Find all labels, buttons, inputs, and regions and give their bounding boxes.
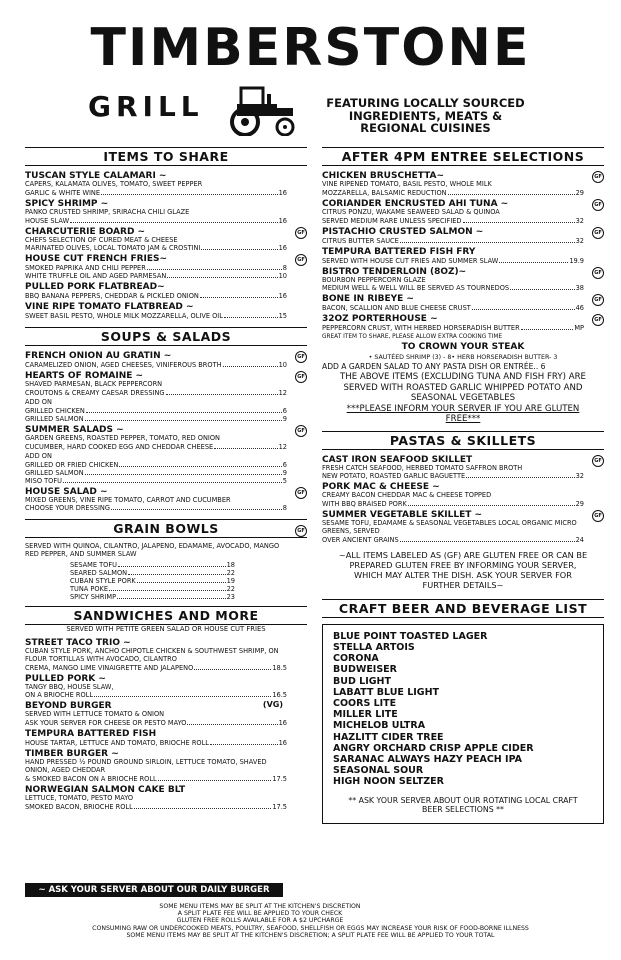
price-row: [25, 504, 287, 512]
beer-item: BUD LIGHT: [333, 675, 391, 687]
beer-item: BUDWEISER: [333, 664, 397, 676]
row-label: ASK YOUR SERVER FOR CHEESE OR PESTO MAYO: [25, 719, 187, 728]
row-price: 32: [575, 472, 584, 481]
row-price: 17.5: [272, 802, 287, 811]
price-row: [25, 244, 287, 252]
item-name: BISTRO TENDERLOIN (8OZ)~: [322, 266, 467, 277]
leader-dots: [109, 585, 226, 591]
price-row: [25, 415, 287, 423]
crown-title: TO CROWN YOUR STEAK: [401, 342, 525, 353]
item-tag: (VG): [262, 700, 283, 710]
leader-dots: [94, 691, 271, 697]
row-price: 18.5: [272, 663, 287, 672]
price-row: [70, 593, 235, 601]
menu-item: [25, 227, 307, 253]
price-row: [25, 217, 287, 225]
menu-item: [25, 487, 307, 513]
row-label: NEW POTATO, ROASTED GARLIC BAGUETTE: [322, 472, 466, 481]
item-name: CHARCUTERIE BOARD ~: [25, 226, 146, 237]
price-row: [25, 407, 287, 415]
row-price: 32: [575, 236, 584, 245]
row-label: HOUSE SLAW: [25, 216, 70, 225]
menu-item: [322, 314, 604, 332]
row-price: 8: [282, 504, 287, 513]
leader-dots: [224, 312, 278, 318]
row-price: 5: [282, 476, 287, 485]
price-row: [25, 312, 287, 320]
item-name: PULLED PORK FLATBREAD~: [25, 282, 165, 293]
price-row: [25, 664, 287, 672]
item-desc: CREAMY BACON CHEDDAR MAC & CHEESE TOPPED: [322, 491, 492, 500]
price-row: [70, 569, 235, 577]
beer-item: STELLA ARTOIS: [333, 641, 415, 653]
gf-badge-icon: GF: [295, 425, 307, 437]
sandwiches-subtitle: SERVED WITH PETITE GREEN SALAD OR HOUSE CUT FRIES: [66, 624, 266, 633]
leader-dots: [118, 561, 226, 567]
leader-dots: [167, 272, 277, 278]
menu-item: [25, 199, 307, 225]
item-name: PORK MAC & CHEESE ~: [322, 482, 440, 493]
menu-item: [322, 247, 604, 265]
burger-feature-banner: ~ ASK YOUR SERVER ABOUT OUR DAILY BURGER FEATURE ~: [25, 883, 283, 897]
leader-dots: [194, 664, 271, 670]
item-desc: CAPERS, KALAMATA OLIVES, TOMATO, SWEET PEPPER: [25, 180, 203, 188]
price-row: [322, 284, 584, 292]
row-price: 29: [575, 500, 584, 509]
leader-dots: [63, 477, 282, 483]
price-row: [322, 189, 584, 197]
beer-item: CORONA: [333, 653, 379, 665]
footer-line-3: GLUTEN FREE ROLLS AVAILABLE FOR A $2 UPCHARGE: [176, 917, 344, 924]
price-row: [70, 561, 235, 569]
item-name: CAST IRON SEAFOOD SKILLET: [322, 454, 473, 465]
leader-dots: [134, 803, 272, 809]
row-label: SWEET BASIL PESTO, WHOLE MILK MOZZARELLA, OLIVE OIL: [25, 312, 223, 321]
crown-line: • SAUTÉED SHRIMP (3) - 8• HERB HORSERADISH BUTTER- 3: [368, 354, 558, 362]
leader-dots: [521, 324, 574, 330]
gf-badge-icon: GF: [295, 487, 307, 499]
gf-badge-icon: GF: [592, 314, 604, 326]
leader-dots: [463, 217, 575, 223]
row-price: 32: [575, 216, 584, 225]
row-price: 46: [575, 304, 584, 313]
footer-line-2: A SPLIT PLATE FEE WILL BE APPLIED TO YOUR CHECK: [177, 910, 343, 917]
row-label: CARAMELIZED ONION, AGED CHEESES, VINIFEROUS BROTH: [25, 361, 222, 370]
row-label: GRILLED CHICKEN: [25, 406, 85, 415]
gf-badge-icon: GF: [592, 294, 604, 306]
item-name: PULLED PORK ~: [25, 673, 106, 684]
leader-dots: [448, 189, 575, 195]
sides-note: THE ABOVE ITEMS (EXCLUDING TUNA AND FISH FRY) ARE SERVED WITH ROASTED GARLIC WHIPPED POTATO AND SEASONAL VEGETABLES: [340, 372, 586, 404]
row-label: CITRUS BUTTER SAUCE: [322, 236, 399, 245]
item-name: TEMPURA BATTERED FISH: [25, 729, 157, 740]
menu-item: [25, 749, 307, 783]
row-label: MARINATED OLIVES, LOCAL TOMATO JAM & CROSTINI: [25, 244, 201, 253]
beer-heading: CRAFT BEER AND BEVERAGE LIST: [322, 599, 604, 618]
leader-dots: [200, 292, 278, 298]
row-price: 6: [282, 460, 287, 469]
row-price: 29: [575, 188, 584, 197]
row-price: 19.9: [569, 256, 584, 265]
price-row: [25, 803, 287, 811]
item-desc: SESAME TOFU, EDAMAME & SEASONAL VEGETABLES LOCAL ORGANIC MICRO GREENS, SERVED: [322, 519, 577, 536]
row-price: 22: [226, 584, 235, 593]
beer-item: HIGH NOON SELTZER: [333, 776, 444, 788]
item-name: HOUSE CUT FRENCH FRIES~: [25, 254, 168, 265]
row-label: WITH BBQ BRAISED PORK: [322, 500, 407, 509]
leader-dots: [201, 244, 277, 250]
leader-dots: [85, 469, 282, 475]
leader-dots: [210, 739, 278, 745]
leader-dots: [101, 189, 278, 195]
row-price: 38: [575, 284, 584, 293]
gf-badge-icon: GF: [592, 455, 604, 467]
leader-dots: [166, 389, 278, 395]
price-row: [70, 585, 235, 593]
gluten-inform-note: ***PLEASE INFORM YOUR SERVER IF YOU ARE GLUTEN FREE***: [346, 403, 580, 425]
row-label: & SMOKED BACON ON A BRIOCHE ROLL: [25, 774, 157, 783]
row-label: CHOOSE YOUR DRESSING: [25, 504, 110, 513]
gf-badge-icon: GF: [592, 510, 604, 522]
item-desc: HAND PRESSED ½ POUND GROUND SIRLOIN, LETTUCE TOMATO, SHAVED ONION, AGED CHEDDAR: [25, 758, 267, 774]
leader-dots: [128, 569, 226, 575]
leader-dots: [223, 361, 278, 367]
menu-item: [322, 455, 604, 481]
row-label: GRILLED SALMON: [25, 414, 84, 423]
row-label: SEARED SALMON: [70, 568, 128, 577]
row-label: CROUTONS & CREAMY CAESAR DRESSING: [25, 389, 165, 398]
menu-item: [25, 282, 307, 300]
beer-item: HAZLITT CIDER TREE: [333, 731, 444, 743]
item-desc: TANGY BBQ, HOUSE SLAW,: [25, 682, 114, 691]
gf-badge-icon: GF: [295, 525, 307, 537]
row-label: SMOKED PAPRIKA AND CHILI PEPPER: [25, 264, 146, 273]
row-price: 10: [278, 361, 287, 370]
gf-badge-icon: GF: [592, 171, 604, 183]
row-price: 17.5: [272, 774, 287, 783]
item-desc: CUBAN STYLE PORK, ANCHO CHIPOTLE CHICKEN & SOUTHWEST SHRIMP, ON FLOUR TORTILLAS WITH AVOCADO, CILANTRO: [25, 646, 279, 663]
leader-dots: [70, 217, 278, 223]
price-row: [25, 361, 287, 369]
row-price: 16.5: [272, 691, 287, 700]
price-row: [25, 443, 287, 451]
footer-line-4: CONSUMING RAW OR UNDERCOOKED MEATS, POULTRY, SEAFOOD, SHELLFISH OR EGGS MAY INCREASE YOUR RISK OF FOOD-BORNE ILLNESS: [92, 925, 529, 932]
price-row: [322, 304, 584, 312]
row-price: 19: [226, 576, 235, 585]
bowls-heading: GRAIN BOWLS: [25, 519, 307, 538]
leader-dots: [400, 237, 575, 243]
sandwiches-heading: SANDWICHES AND MORE: [25, 606, 307, 625]
leader-dots: [158, 775, 272, 781]
row-label: GARLIC & WHITE WINE: [25, 188, 101, 197]
row-price: 16: [278, 188, 287, 197]
menu-item: [322, 510, 604, 544]
row-label: SERVED MEDIUM RARE UNLESS SPECIFIED: [322, 216, 462, 225]
leader-dots: [137, 577, 226, 583]
row-label: CUCUMBER, HARD COOKED EGG AND CHEDDAR CHEESE: [25, 442, 214, 451]
beer-item: SARANAC ALWAYS HAZY PEACH IPA: [333, 753, 523, 765]
add-on-label: ADD ON: [25, 398, 52, 407]
item-desc: CHEFS SELECTION OF CURED MEAT & CHEESE: [25, 235, 178, 244]
item-name: BEYOND BURGER: [25, 701, 112, 712]
beer-item: BLUE POINT TOASTED LAGER: [333, 630, 488, 642]
menu-item: [322, 227, 604, 245]
row-label: TUNA POKE: [70, 584, 109, 593]
menu-item: [322, 199, 604, 225]
menu-item: [25, 701, 307, 727]
row-label: WHITE TRUFFLE OIL AND AGED PARMESAN: [25, 272, 167, 281]
row-label: MOZZARELLA, BALSAMIC REDUCTION: [322, 188, 447, 197]
leader-dots: [86, 407, 282, 413]
menu-item: [25, 351, 307, 369]
sandwiches-list: [25, 638, 307, 811]
tractor-logo: [223, 84, 303, 136]
price-row: [25, 461, 287, 469]
row-price: 16: [278, 719, 287, 728]
left-column: [25, 147, 307, 813]
item-desc: MIXED GREENS, VINE RIPE TOMATO, CARROT AND CUCUMBER: [25, 495, 231, 504]
menu-item: [25, 425, 307, 485]
price-row: [25, 264, 287, 272]
item-name: HOUSE SALAD ~: [25, 486, 108, 497]
leader-dots: [499, 257, 568, 263]
leader-dots: [466, 472, 574, 478]
garden-note: ADD A GARDEN SALAD TO ANY PASTA DISH OR ENTRÉE.. 6: [322, 362, 546, 372]
price-row: [25, 469, 287, 477]
price-row: [25, 189, 287, 197]
price-row: [25, 477, 287, 485]
share-note: GREAT ITEM TO SHARE, PLEASE ALLOW EXTRA COOKING TIME: [322, 334, 503, 341]
beer-list: [333, 631, 593, 788]
row-label: GRILLED OR FRIED CHICKEN: [25, 460, 119, 469]
item-name: 32OZ PORTERHOUSE ~: [322, 314, 438, 325]
entrees-heading: AFTER 4PM ENTREE SELECTIONS: [322, 147, 604, 166]
row-price: 9: [282, 414, 287, 423]
brand-subtitle: GRILL: [88, 90, 204, 123]
item-name: TIMBER BURGER ~: [25, 749, 119, 760]
row-label: PEPPERCORN CRUST, WITH HERBED HORSERADISH BUTTER: [322, 324, 520, 333]
item-name: TUSCAN STYLE CALAMARI ~: [25, 171, 167, 181]
row-price: 16: [278, 292, 287, 301]
leader-dots: [117, 593, 226, 599]
price-row: [25, 691, 287, 699]
gf-badge-icon: GF: [295, 227, 307, 239]
row-price: 8: [282, 264, 287, 273]
gf-badge-icon: GF: [295, 254, 307, 266]
menu-item: [25, 638, 307, 672]
share-heading: ITEMS TO SHARE: [25, 147, 307, 166]
beer-item: MILLER LITE: [333, 709, 398, 721]
add-on-label: ADD ON: [25, 451, 52, 460]
beer-item: SEASONAL SOUR: [333, 765, 424, 777]
share-list: [25, 171, 307, 320]
price-row: [25, 739, 287, 747]
row-label: CUBAN STYLE PORK: [70, 576, 136, 585]
leader-dots: [214, 443, 277, 449]
leader-dots: [119, 461, 281, 467]
menu-item: [322, 482, 604, 508]
tagline: FEATURING LOCALLY SOURCED INGREDIENTS, MEATS & REGIONAL CUISINES: [326, 96, 525, 135]
row-price: 12: [278, 389, 287, 398]
leader-dots: [147, 264, 282, 270]
leader-dots: [472, 304, 575, 310]
beer-item: ANGRY ORCHARD CRISP APPLE CIDER: [333, 742, 534, 754]
price-row: [322, 500, 584, 508]
leader-dots: [85, 415, 282, 421]
row-price: 10: [278, 272, 287, 281]
menu-item: [25, 729, 307, 747]
menu-item: [25, 371, 307, 423]
row-label: SMOKED BACON, BRIOCHE ROLL: [25, 802, 133, 811]
price-row: [25, 719, 287, 727]
price-row: [322, 324, 584, 332]
leader-dots: [111, 504, 282, 510]
row-price: 6: [282, 406, 287, 415]
leader-dots: [408, 500, 575, 506]
beer-note: ** ASK YOUR SERVER ABOUT OUR ROTATING LOCAL CRAFT BEER SELECTIONS **: [348, 795, 578, 815]
row-price: 24: [575, 535, 584, 544]
item-name: TEMPURA BATTERED FISH FRY: [322, 246, 476, 257]
right-column: [322, 147, 604, 824]
row-price: 12: [278, 442, 287, 451]
menu-item: [25, 302, 307, 320]
pastas-heading: PASTAS & SKILLETS: [322, 431, 604, 450]
price-row: [322, 217, 584, 225]
soups-heading: SOUPS & SALADS: [25, 327, 307, 346]
pastas-list: [322, 455, 604, 544]
bowls-desc: SERVED WITH QUINOA, CILANTRO, JALAPENO, EDAMAME, AVOCADO, MANGO RED PEPPER, AND SUMMER SLAW: [25, 542, 280, 559]
row-price: 16: [278, 244, 287, 253]
beer-box: [322, 624, 604, 824]
item-name: FRENCH ONION AU GRATIN ~: [25, 351, 172, 362]
price-row: [322, 257, 584, 265]
row-label: MEDIUM WELL & WELL WILL BE SERVED AS TOURNEDOS: [322, 284, 510, 293]
row-label: OVER ANCIENT GRAINS: [322, 535, 399, 544]
beer-item: MICHELOB ULTRA: [333, 720, 426, 732]
row-label: SERVED WITH HOUSE CUT FRIES AND SUMMER SLAW: [322, 256, 499, 265]
row-price: MP: [574, 324, 584, 333]
entrees-list: [322, 171, 604, 332]
row-label: SPICY SHRIMP: [70, 592, 117, 601]
price-row: [25, 272, 287, 280]
menu-item: [322, 294, 604, 312]
menu-item: [25, 674, 307, 700]
gf-note: ~ALL ITEMS LABELED AS (GF) ARE GLUTEN FREE OR CAN BE PREPARED GLUTEN FREE BY INFORMING YOUR SERVER, WHICH MAY ALTER THE DISH. ASK YOUR SERVER FOR FURTHER DETAILS~: [338, 549, 588, 591]
footer-line-5: SOME MENU ITEMS MAY BE SPLIT AT THE KITCHEN'S DISCRETION; A SPLIT PLATE FEE WILL BE APPLIED TO YOUR TOTAL: [126, 932, 495, 939]
item-desc: SERVED WITH LETTUCE TOMATO & ONION: [25, 710, 165, 719]
price-row: [322, 536, 584, 544]
item-name: CORIANDER ENCRUSTED AHI TUNA ~: [322, 198, 509, 209]
row-price: 18: [226, 560, 235, 569]
item-name: SPICY SHRIMP ~: [25, 198, 109, 209]
menu-item: [25, 254, 307, 280]
beer-item: COORS LITE: [333, 697, 397, 709]
brand-title: TIMBERSTONE: [90, 18, 531, 78]
item-name: BONE IN RIBEYE ~: [322, 294, 414, 305]
row-price: 23: [226, 592, 235, 601]
row-label: CREMA, MANGO LIME VINAIGRETTE AND JALAPENO: [25, 663, 194, 672]
item-desc: SHAVED PARMESAN, BLACK PEPPERCORN: [25, 380, 163, 389]
row-label: GRILLED SALMON: [25, 468, 84, 477]
gf-badge-icon: GF: [592, 199, 604, 211]
menu-item: [322, 171, 604, 197]
item-name: PISTACHIO CRUSTED SALMON ~: [322, 226, 484, 237]
row-price: 22: [226, 568, 235, 577]
item-desc: VINE RIPENED TOMATO, BASIL PESTO, WHOLE MILK: [322, 180, 492, 188]
item-desc: PANKO CRUSTED SHRIMP, SRIRACHA CHILI GLAZE: [25, 207, 190, 216]
bowls-options: [25, 561, 235, 601]
item-name: CHICKEN BRUSCHETTA~: [322, 171, 445, 181]
footer-line-1: SOME MENU ITEMS MAY BE SPLIT AT THE KITCHEN'S DISCRETION: [159, 903, 361, 910]
item-name: VINE RIPE TOMATO FLATBREAD ~: [25, 302, 194, 313]
item-desc: BOURBON PEPPERCORN GLAZE: [322, 275, 426, 284]
price-row: [322, 237, 584, 245]
item-name: HEARTS OF ROMAINE ~: [25, 371, 144, 382]
gf-badge-icon: GF: [295, 371, 307, 383]
row-label: ON A BRIOCHE ROLL: [25, 691, 94, 700]
menu-item: [25, 171, 307, 197]
row-label: BBQ BANANA PEPPERS, CHEDDAR & PICKLED ONION: [25, 292, 199, 301]
row-label: HOUSE TARTAR, LETTUCE AND TOMATO, BRIOCHE ROLL: [25, 739, 209, 748]
price-row: [25, 775, 287, 783]
beer-item: LABATT BLUE LIGHT: [333, 686, 440, 698]
soups-list: [25, 351, 307, 512]
item-desc: GARDEN GREENS, ROASTED PEPPER, TOMATO, RED ONION: [25, 433, 220, 442]
item-name: SUMMER VEGETABLE SKILLET ~: [322, 510, 483, 521]
item-desc: FRESH CATCH SEAFOOD, HERBED TOMATO SAFFRON BROTH: [322, 463, 523, 472]
row-label: SESAME TOFU: [70, 560, 117, 569]
gf-badge-icon: GF: [592, 227, 604, 239]
row-price: 16: [278, 216, 287, 225]
price-row: [322, 472, 584, 480]
item-name: NORWEGIAN SALMON CAKE BLT: [25, 784, 186, 795]
row-price: 16: [278, 739, 287, 748]
item-desc: LETTUCE, TOMATO, PESTO MAYO: [25, 793, 134, 802]
gf-badge-icon: GF: [592, 267, 604, 279]
row-label: MISO TOFU: [25, 476, 62, 485]
leader-dots: [510, 284, 575, 290]
gf-badge-icon: GF: [295, 351, 307, 363]
item-name: STREET TACO TRIO ~: [25, 637, 131, 648]
row-price: 9: [282, 468, 287, 477]
menu-item: [25, 785, 307, 811]
row-price: 15: [278, 312, 287, 321]
price-row: [25, 292, 287, 300]
item-desc: CITRUS PONZU, WAKAME SEAWEED SALAD & QUINOA: [322, 207, 500, 216]
menu-item: [322, 267, 604, 293]
price-row: [70, 577, 235, 585]
leader-dots: [400, 536, 575, 542]
leader-dots: [187, 719, 277, 725]
row-label: BACON, SCALLION AND BLUE CHEESE CRUST: [322, 304, 471, 313]
item-name: SUMMER SALADS ~: [25, 424, 124, 435]
price-row: [25, 389, 287, 397]
